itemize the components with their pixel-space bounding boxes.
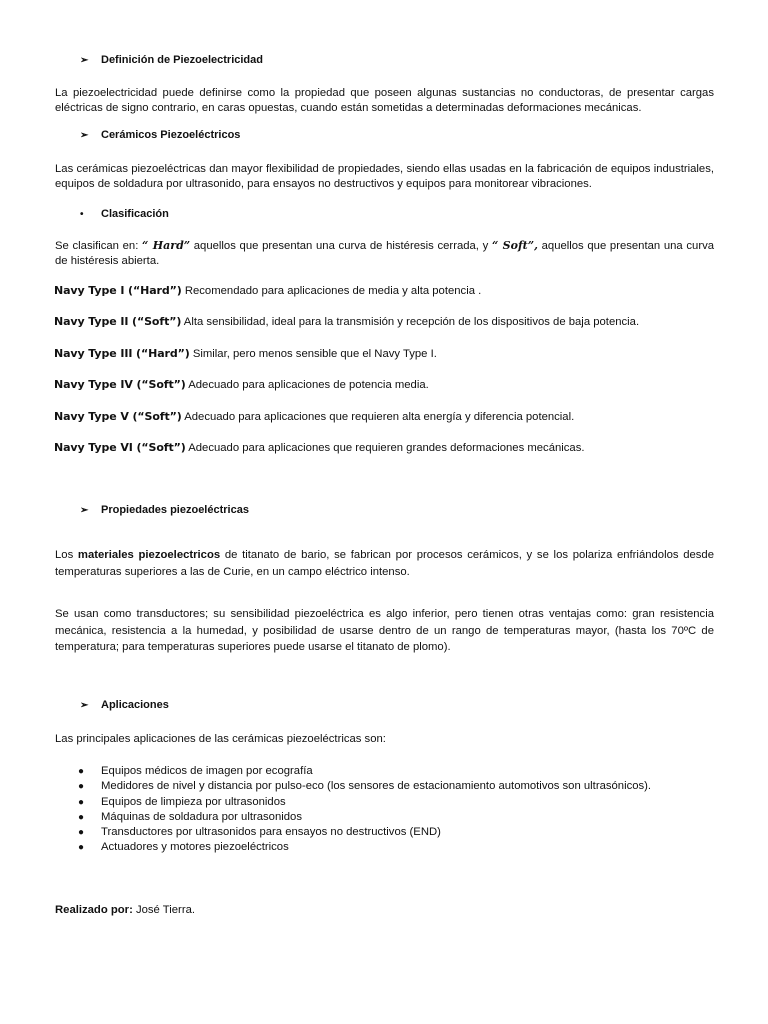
list-item-text: Máquinas de soldadura por ultrasonidos — [101, 810, 302, 823]
round-bullet-icon: • — [80, 209, 84, 220]
list-bullet-icon: ● — [78, 796, 85, 808]
heading-text: Aplicaciones — [101, 699, 169, 711]
heading-text: Definición de Piezoelectricidad — [101, 54, 263, 66]
navy-type-desc: Adecuado para aplicaciones que requieren grandes deformaciones mecánicas. — [185, 442, 585, 454]
propiedades-p1-start: Los — [55, 549, 78, 561]
navy-type-2 — [54, 315, 734, 329]
list-item-text: Equipos de limpieza por ultrasonidos — [101, 795, 286, 808]
navy-type-label: Navy Type IV (“Soft”) — [54, 378, 186, 391]
author-line — [55, 903, 714, 918]
navy-type-desc: Similar, pero menos sensible que el Navy Type I. — [189, 348, 437, 360]
arrow-bullet-icon: ➢ — [80, 700, 89, 711]
list-bullet-icon: ● — [78, 842, 85, 854]
list-item-text: Medidores de nivel y distancia por pulso-eco (los sensores de estacionamiento automotivos son ultrasónicos). — [101, 780, 652, 793]
paragraph-ceramicos: Las cerámicas piezoeléctricas dan mayor flexibilidad de propiedades, siendo ellas usadas en la fabricación de equipos industriales, equipos de soldadura por ultrasonido, para ensayos no destructivos y equipos para monitorear vibraciones. — [55, 163, 714, 190]
list-bullet-icon: ● — [78, 827, 85, 839]
list-item — [78, 779, 651, 794]
heading-text: Propiedades piezoeléctricas — [101, 504, 249, 516]
list-bullet-icon: ● — [78, 766, 85, 777]
arrow-bullet-icon: ➢ — [80, 55, 89, 66]
list-item — [78, 825, 651, 840]
list-item-text: Transductores por ultrasonidos para ensayos no destructivos (END) — [101, 826, 441, 839]
heading-propiedades — [80, 504, 249, 516]
navy-type-label: Navy Type II (“Soft”) — [54, 315, 182, 328]
navy-type-desc: Recomendado para aplicaciones de media y alta potencia . — [181, 285, 482, 297]
navy-type-label: Navy Type III (“Hard”) — [54, 347, 190, 360]
aplicaciones-list — [78, 764, 651, 856]
propiedades-p1-end: de titanato de bario, se fabrican por procesos cerámicos, y se los polariza enfriándolos desde temperaturas superiores a las de Curie, en un campo eléctrico intenso. — [55, 549, 715, 578]
navy-type-label: Navy Type I (“Hard”) — [54, 284, 182, 297]
list-bullet-icon: ● — [78, 781, 85, 793]
list-item — [78, 795, 651, 810]
navy-type-3 — [54, 347, 734, 361]
hard-label: “ Hard” — [142, 239, 191, 252]
heading-definicion — [80, 54, 263, 66]
soft-label: “ Soft”, — [491, 239, 538, 252]
heading-ceramicos — [80, 129, 240, 141]
list-item — [78, 810, 651, 825]
navy-type-6 — [54, 441, 734, 455]
navy-type-1 — [54, 284, 734, 298]
list-bullet-icon: ● — [78, 811, 85, 823]
paragraph-propiedades-2: Se usan como transductores; su sensibilidad piezoeléctrica es algo inferior, pero tienen otras ventajas como: gran resistencia mecánica, resistencia a la humedad, y posibilidad de usarse dentro de un rango de temperaturas mayor, (hasta los 70ºC de temperatura; para temperaturas superiores puede usarse el titanato de plomo). — [55, 608, 714, 653]
arrow-bullet-icon: ➢ — [80, 130, 89, 141]
paragraph-definicion: La piezoelectricidad puede definirse como la propiedad que poseen algunas sustancias no conductoras, de presentar cargas eléctricas de signo contrario, en caras opuestas, cuando están sometidas a determinadas deformaciones mecánicas. — [55, 87, 714, 114]
navy-type-label: Navy Type V (“Soft”) — [54, 410, 182, 423]
navy-type-5 — [54, 410, 734, 424]
heading-aplicaciones — [80, 699, 169, 711]
clasificacion-intro-end: aquellos que presentan una curva de histéresis abierta. — [55, 240, 715, 267]
author-name: José Tierra. — [132, 904, 195, 916]
navy-type-label: Navy Type VI (“Soft”) — [54, 441, 186, 454]
propiedades-p1-bold: materiales piezoelectricos — [77, 549, 221, 561]
heading-clasificacion — [80, 208, 169, 220]
heading-text: Clasificación — [101, 208, 169, 220]
paragraph-aplicaciones-intro: Las principales aplicaciones de las cerámicas piezoeléctricas son: — [55, 733, 386, 745]
heading-text: Cerámicos Piezoeléctricos — [101, 129, 241, 141]
author-label: Realizado por: — [55, 904, 133, 916]
navy-type-4 — [54, 378, 734, 392]
clasificacion-intro-mid: aquellos que presentan una curva de histéresis cerrada, y — [190, 240, 492, 252]
navy-type-desc: Alta sensibilidad, ideal para la transmisión y recepción de los dispositivos de baja potencia. — [181, 316, 640, 328]
list-item-text: Equipos médicos de imagen por ecografía — [101, 765, 313, 777]
clasificacion-intro-start: Se clasifican en: — [55, 240, 143, 252]
list-item — [78, 764, 651, 779]
list-item-text: Actuadores y motores piezoeléctricos — [101, 841, 289, 854]
list-item — [78, 840, 651, 855]
arrow-bullet-icon: ➢ — [80, 505, 89, 516]
paragraph-propiedades-1 — [55, 547, 714, 580]
navy-type-desc: Adecuado para aplicaciones de potencia media. — [185, 379, 429, 391]
navy-type-desc: Adecuado para aplicaciones que requieren alta energía y diferencia potencial. — [181, 411, 575, 423]
paragraph-clasificacion — [55, 239, 714, 268]
